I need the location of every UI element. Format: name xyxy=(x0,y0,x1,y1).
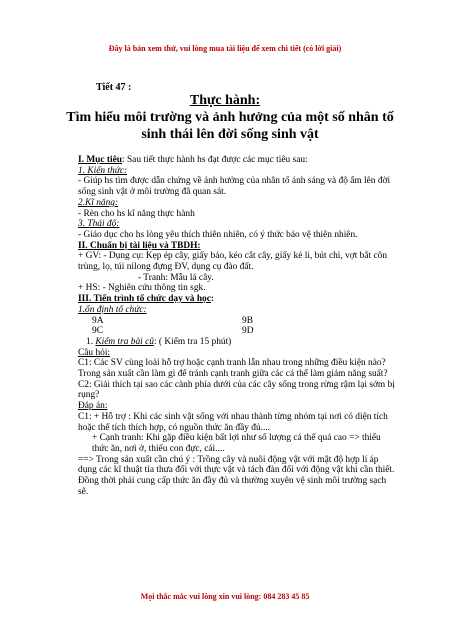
page-title: Thực hành: xyxy=(189,93,261,108)
check-text: : ( Kiểm tra 15 phút) xyxy=(153,336,232,347)
attitude-text: - Giáo dục cho hs lòng yêu thích thiên nhiên, có ý thức bảo vệ thiên nhiên. xyxy=(78,229,358,240)
class-9b: 9B xyxy=(242,315,253,326)
answer-label: Đáp án: xyxy=(78,401,108,412)
preparation-heading: II. Chuẩn bị tài liệu và TBDH: xyxy=(78,240,201,251)
skills-label: 2.Kĩ năng: xyxy=(78,197,119,208)
teacher-pictures: - Tranh: Mẫu lá cây. xyxy=(138,272,214,283)
check-line: 1. Kiểm tra bài cũ: ( Kiểm tra 15 phút) xyxy=(86,336,232,347)
document-body xyxy=(78,155,398,498)
attitude-label: 3. Thái độ: xyxy=(78,219,120,230)
page-subtitle: Tìm hiểu môi trường và ảnh hưởng của một số nhân tố sinh thái lên đời sống sinh vật xyxy=(66,110,394,142)
question-label: Câu hỏi: xyxy=(78,347,111,358)
process-heading: III. Tiến trình tổ chức dạy và học xyxy=(78,294,211,305)
objectives-intro: : Sau tiết thực hành hs đạt được các mục tiêu sau: xyxy=(122,155,308,165)
class-row xyxy=(78,326,398,337)
student-prep: + HS: - Nghiên cứu thông tin sgk. xyxy=(78,283,206,294)
process-line: III. Tiến trình tổ chức dạy và học: xyxy=(78,294,215,305)
teacher-prep: + GV: - Dụng cụ: Kẹp ép cây, giấy báo, kéo cắt cây, giấy kẻ li, bút chì, vợt bắt côn trùng, lọ, túi nilong đựng ĐV, dụng cụ đào đất. xyxy=(78,251,388,273)
org-label: 1.ổn định tổ chức: xyxy=(78,304,147,315)
objectives-line xyxy=(78,155,398,166)
contact-footer: Mọi thắc mắc vui lòng xin vui lòng: 084 283 45 85 xyxy=(140,592,310,601)
preview-banner: Đây là bản xem thử, vui lòng mua tài liệu để xem chi tiết (có lời giải) xyxy=(108,44,342,53)
answer-c1: C1: + Hỗ trợ : Khi các sinh vật sống với nhau thành từng nhóm tại nơi có diện tích hoặc thể tích thích hợp, có nguồn thức ăn đầy đủ.... xyxy=(78,411,388,433)
lesson-number: Tiết 47 : xyxy=(96,82,132,93)
class-row xyxy=(78,316,398,327)
knowledge-label: 1. Kiến thức: xyxy=(78,165,128,176)
answer-c1-competition: + Cạnh tranh: Khi gặp điều kiện bất lợi như số lượng cá thể quá cao => thiếu thức ăn, nơi ở, thiếu con đực, cái.... xyxy=(92,433,381,454)
class-9d: 9D xyxy=(242,326,254,337)
class-9c: 9C xyxy=(92,326,103,337)
skills-text: - Rèn cho hs kĩ năng thực hành xyxy=(78,208,195,219)
question-c1: C1: Các SV cùng loài hỗ trợ hoặc cạnh tranh lẫn nhau trong những điều kiện nào? Trong sản xuất cần làm gì để tránh cạnh tranh giữa các cá thể làm giảm năng suất? xyxy=(78,358,388,380)
check-label: Kiểm tra bài cũ xyxy=(95,336,154,347)
class-9a: 9A xyxy=(92,315,104,326)
knowledge-text: - Giúp hs tìm được dẫn chứng về ảnh hưởng của nhân tố ánh sáng và độ ẩm lên đời sống sinh vật ở môi trường đã quan sát. xyxy=(78,176,391,198)
answer-c1-production: ==> Trong sản xuất cần chú ý : Trồng cây và nuôi động vật với mật độ hợp lí áp dụng các kĩ thuật tỉa thưa đối với thực vật và tách đàn đối với động vật khi cần thiết. Đồng thời phải cung cấp thức ăn đầy đủ và thường xuyên vệ sinh môi trường sạch sẽ. xyxy=(78,454,395,497)
objectives-heading: I. Mục tiêu xyxy=(78,155,123,165)
question-c2: C2: Giải thích tại sao các cành phía dưới của các cây sống trong rừng rậm lại sớm bị rụng? xyxy=(78,379,395,401)
